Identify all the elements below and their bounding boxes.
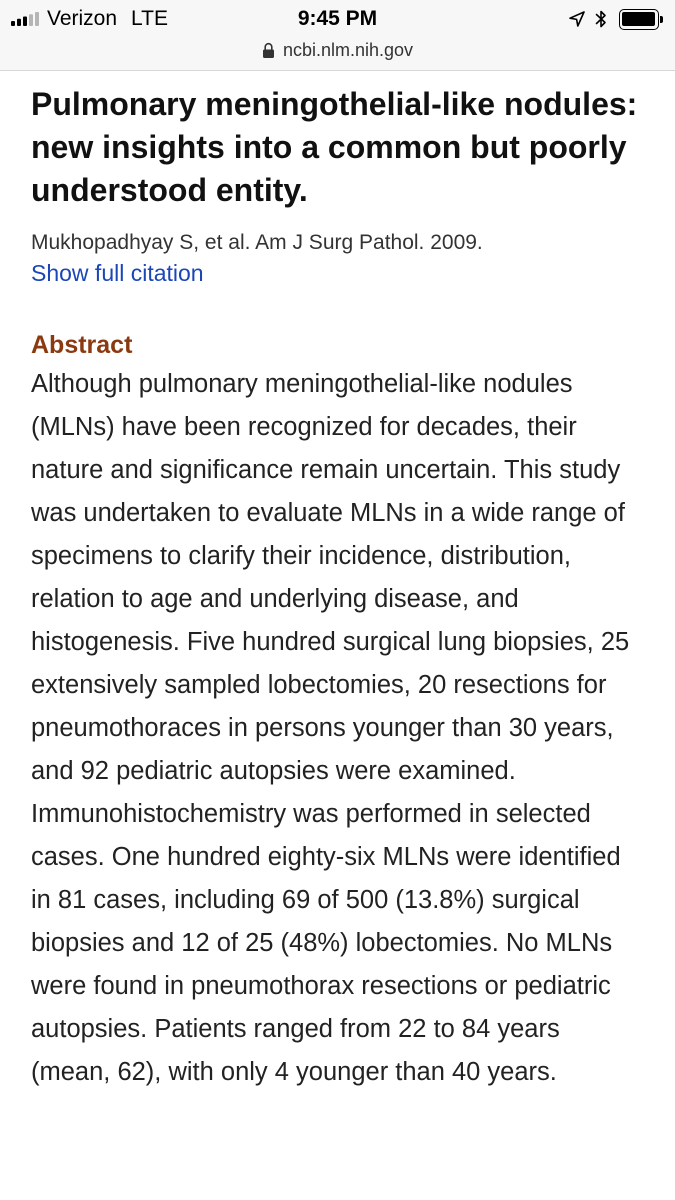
lock-icon — [262, 42, 275, 59]
status-time: 9:45 PM — [297, 7, 378, 30]
carrier-name: Verizon — [47, 7, 118, 30]
article — [31, 83, 646, 1094]
citation-text: Mukhopadhyay S, et al. Am J Surg Pathol. 2009. — [31, 231, 483, 254]
show-full-citation-link[interactable]: Show full citation — [31, 260, 204, 286]
status-bar — [0, 0, 675, 38]
abstract-heading: Abstract — [31, 331, 133, 359]
abstract-text: Although pulmonary meningothelial-like nodules (MLNs) have been recognized for decades, their nature and significance remain uncertain. This study was undertaken to evaluate MLNs in a wide range of specimens to clarify their incidence, distribution, relation to age and underlying disease, and histogenesis. Five hundred surgical lung biopsies, 25 extensively sampled lobectomies, 20 resections for pneumothoraces in persons younger than 30 years, and 92 pediatric autopsies were examined. Immunohistochemistry was performed in selected cases. One hundred eighty-six MLNs were identified in 81 cases, including 69 of 500 (13.8%) surgical biopsies and 12 of 25 (48%) lobectomies. No MLNs were found in pneumothorax resections or pediatric autopsies. Patients ranged from 22 to 84 years (mean, 62), with only 4 younger than 40 years. — [31, 370, 630, 1086]
location-arrow-icon — [569, 11, 585, 27]
battery-icon — [619, 9, 663, 30]
address-bar[interactable] — [0, 38, 675, 71]
status-icons — [569, 7, 663, 31]
network-type: LTE — [131, 7, 169, 30]
bluetooth-icon — [595, 9, 607, 29]
article-title: Pulmonary meningothelial-like nodules: new insights into a common but poorly understood entity. — [31, 86, 638, 208]
url-text[interactable]: ncbi.nlm.nih.gov — [282, 40, 414, 60]
